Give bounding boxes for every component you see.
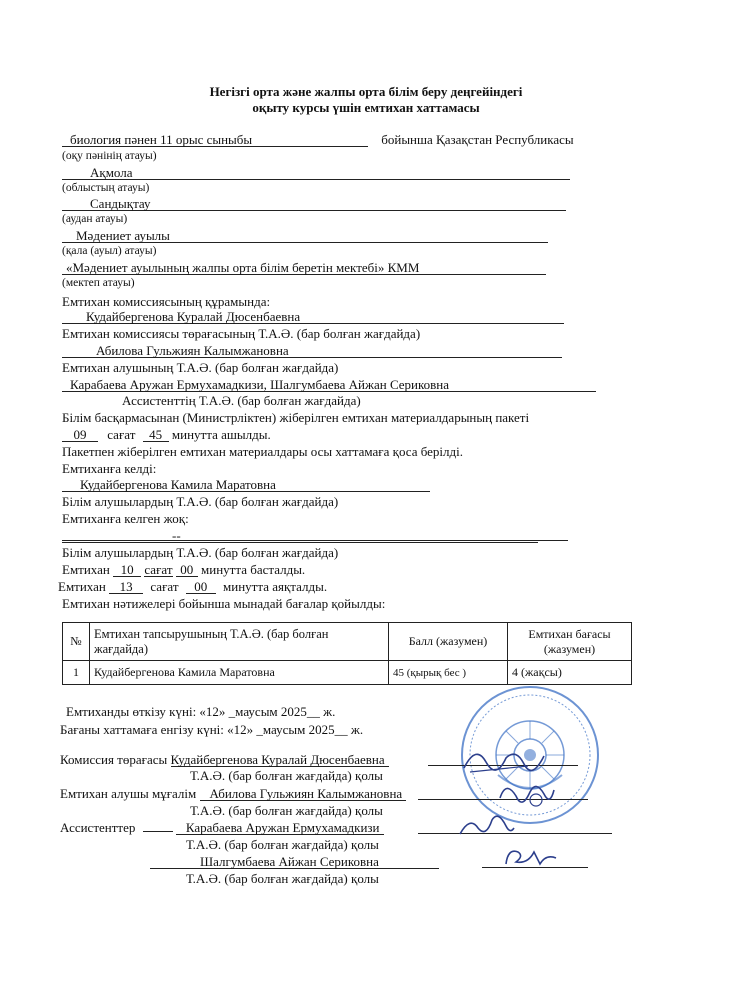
absent-label: Емтиханға келген жоқ: [62, 511, 189, 526]
examiner-sign-label: Емтихан алушы мұғалім [60, 786, 197, 801]
chair-sign-line [60, 752, 389, 768]
assistant1-signature [456, 808, 516, 842]
exam-start-minute: 00 [176, 563, 198, 577]
subject-suffix: бойынша Қазақстан Республикасы [381, 132, 574, 147]
exam-end-hour: 13 [109, 580, 143, 594]
subject-value: биология пәнен 11 орыс сыныбы [62, 133, 368, 147]
exam-end-suffix: минутта аяқталды. [223, 579, 328, 594]
assistant1-sign-line [60, 820, 384, 836]
header-score: Балл (жазумен) [389, 623, 508, 661]
came-name: Кудайбергенова Камила Маратовна [62, 478, 430, 492]
header-grade: Емтихан бағасы (жазумен) [508, 623, 632, 661]
region-value: Ақмола [62, 166, 570, 180]
exam-start-hour: 10 [113, 563, 141, 577]
exam-start-suffix: минутта басталды. [201, 562, 306, 577]
absent-value: -- [62, 529, 538, 543]
absent-underline [62, 540, 568, 541]
results-intro: Емтихан нәтижелері бойынша мынадай бағалар қойылды: [62, 596, 386, 611]
examiner-sign-line [60, 786, 406, 802]
package-hour-label: сағат [107, 427, 136, 442]
exam-start-hour-label: сағат [144, 562, 173, 577]
package-time-line [62, 427, 271, 443]
school-caption: (мектеп атауы) [62, 277, 135, 289]
commission-examiner-line [62, 343, 562, 359]
chair-sign-name: Кудайбергенова Куралай Дюсенбаевна [171, 753, 389, 767]
came-label: Емтиханға келді: [62, 461, 157, 476]
assistant1-sign-name: Карабаева Аружан Ермухамадкизи [176, 821, 384, 835]
examiner-sign-name: Абилова Гульжиян Калымжановна [200, 787, 407, 801]
header-num: № [63, 623, 90, 661]
school-line [62, 260, 546, 276]
assistant2-sign-name: Шалгумбаева Айжан Сериковна [150, 855, 439, 869]
exam-end-line [58, 579, 327, 595]
package-text: Білім басқармасынан (Министрліктен) жіберілген емтихан материалдарының пакеті [62, 410, 530, 425]
exam-date: Емтиханды өткізу күні: «12» _маусым 2025__ ж. [66, 704, 336, 719]
row-name: Кудайбергенова Камила Маратовна [90, 661, 389, 685]
district-caption: (аудан атауы) [62, 213, 128, 225]
header-name: Емтихан тапсырушының Т.А.Ә. (бар болған жағдайда) [90, 623, 389, 661]
came-name-line [62, 477, 430, 493]
row-score: 45 (қырық бес ) [389, 661, 508, 685]
commission-assistants-names: Карабаева Аружан Ермухамадкизи, Шалгумбаева Айжан Сериковна [62, 378, 596, 392]
absent-line [62, 528, 538, 544]
exam-end-prefix: Емтихан [58, 579, 106, 594]
package-attached-text: Пакетпен жіберілген емтихан материалдары осы хаттамаға қоса берілді. [62, 444, 464, 459]
subject-line [62, 132, 574, 148]
entry-date: Бағаны хаттамаға енгізу күні: «12» _маусым 2025__ ж. [60, 722, 364, 737]
exam-start-prefix: Емтихан [62, 562, 110, 577]
exam-start-line [62, 562, 305, 578]
package-minute-label: минутта ашылды. [171, 427, 271, 442]
came-caption: Білім алушылардың Т.А.Ә. (бар болған жағдайда) [62, 494, 339, 509]
region-line [62, 165, 570, 181]
row-num: 1 [63, 661, 90, 685]
subject-caption: (оқу пәнінің атауы) [62, 150, 157, 162]
exam-end-hour-label: сағат [150, 579, 179, 594]
commission-examiner-caption: Емтихан алушының Т.А.Ә. (бар болған жағдайда) [62, 360, 339, 375]
village-caption: (қала (ауыл) атауы) [62, 245, 157, 257]
document-title-line-1: Негізгі орта және жалпы орта білім беру деңгейіндегі [209, 84, 523, 99]
assistant1-blank [143, 831, 173, 832]
chair-signature [458, 738, 548, 778]
chair-sign-label: Комиссия төрағасы [60, 752, 168, 767]
region-caption: (облыстың атауы) [62, 182, 150, 194]
commission-chair-name: Кудайбергенова Куралай Дюсенбаевна [62, 310, 564, 324]
row-grade: 4 (жақсы) [508, 661, 632, 685]
commission-assistants-caption: Ассистенттің Т.А.Ә. (бар болған жағдайда) [122, 393, 361, 408]
table-row [63, 661, 632, 685]
assistant1-sign-caption: Т.А.Ә. (бар болған жағдайда) қолы [186, 837, 379, 852]
commission-assistants-line [62, 377, 596, 393]
document-title-line-2: оқыту курсы үшін емтихан хаттамасы [252, 100, 480, 115]
commission-chair-caption: Емтихан комиссиясы төрағасының Т.А.Ә. (бар болған жағдайда) [62, 326, 421, 341]
assistant2-sign-caption: Т.А.Ә. (бар болған жағдайда) қолы [186, 871, 379, 886]
package-hour: 09 [62, 428, 98, 442]
school-value: «Мәдениет ауылының жалпы орта білім беретін мектебі» КММ [62, 261, 546, 275]
chair-sign-caption: Т.А.Ә. (бар болған жағдайда) қолы [190, 768, 383, 783]
village-value: Мәдениет ауылы [62, 229, 548, 243]
assistant2-signature [500, 842, 560, 874]
exam-end-minute: 00 [186, 580, 216, 594]
assistants-sign-label: Ассистенттер [60, 820, 136, 835]
results-header-row [63, 623, 632, 661]
package-minute: 45 [143, 428, 169, 442]
results-table [62, 622, 632, 685]
district-line [62, 196, 566, 212]
village-line [62, 228, 548, 244]
examiner-sign-caption: Т.А.Ә. (бар болған жағдайда) қолы [190, 803, 383, 818]
district-value: Сандықтау [62, 197, 566, 211]
assistant2-sign-line [150, 854, 439, 870]
commission-chair-line [62, 309, 564, 325]
absent-caption: Білім алушылардың Т.А.Ә. (бар болған жағдайда) [62, 545, 339, 560]
commission-examiner-name: Абилова Гульжиян Калымжановна [62, 344, 562, 358]
commission-heading: Емтихан комиссиясының құрамында: [62, 294, 271, 309]
